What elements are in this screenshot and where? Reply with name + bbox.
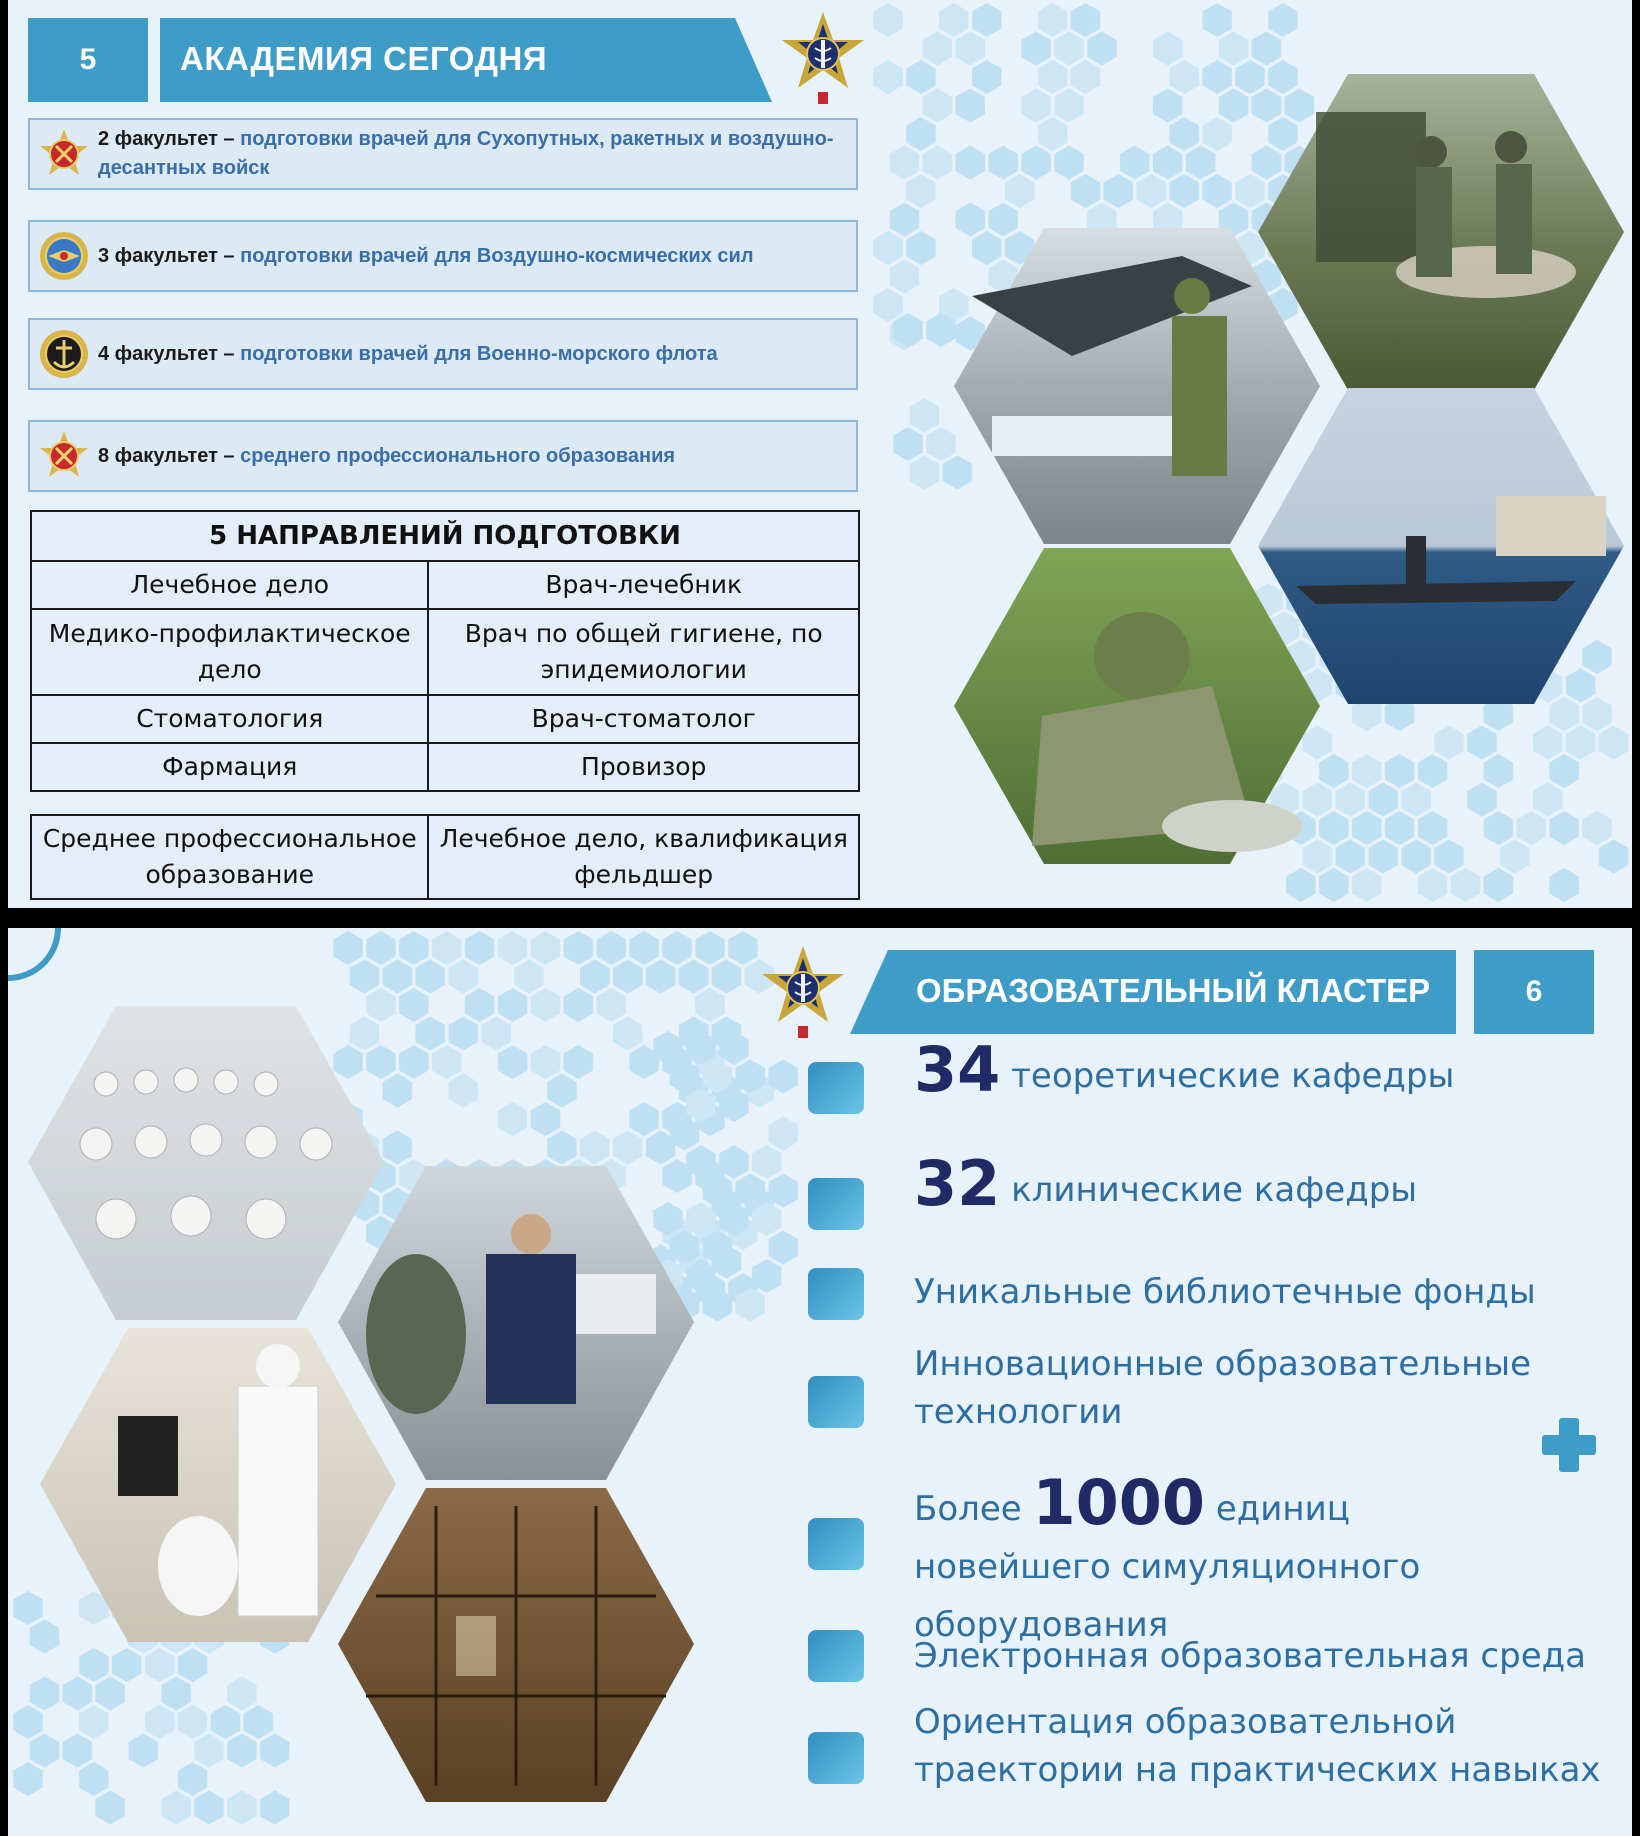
hexagon-decoration — [227, 1791, 256, 1825]
hexagon-decoration — [63, 1677, 93, 1711]
hexagon-decoration — [1071, 60, 1101, 94]
bullet-square-icon — [808, 1268, 864, 1320]
table-cell-qualification: Врач-стоматолог — [428, 695, 859, 743]
faculty-8-description: среднего профессионального образования — [240, 444, 676, 467]
academy-emblem-icon — [778, 10, 868, 106]
hexagon-decoration — [416, 960, 446, 994]
hexagon-decoration — [1566, 726, 1596, 760]
hexagon-decoration — [260, 1734, 289, 1768]
hexagon-decoration — [580, 1131, 609, 1165]
hexagon-decoration — [956, 32, 986, 66]
hexagon-decoration — [989, 146, 1018, 180]
table-cell-qualification: Провизор — [428, 743, 859, 791]
faculty-2-description: подготовки врачей для Сухопутных, ракетных и воздушно-десантных войск — [98, 128, 834, 179]
hexagon-decoration — [399, 988, 428, 1022]
hexagon-decoration — [129, 1734, 158, 1768]
hexagon-decoration — [1385, 811, 1415, 845]
hexagon-decoration — [1005, 174, 1035, 208]
hexagon-decoration — [1021, 89, 1050, 123]
hexagon-decoration — [1484, 754, 1514, 788]
faculty-3-card: 3 факультет – подготовки врачей для Воздушно-космических сил — [28, 220, 858, 292]
bullet-square-icon — [808, 1062, 864, 1114]
faculty-8-name: 8 факультет — [98, 444, 218, 467]
list-item: Электронная образовательная среда — [914, 1636, 1586, 1676]
hexagon-decoration — [923, 89, 953, 123]
hexagon-decoration — [531, 1102, 561, 1136]
hexagon-decoration — [1484, 868, 1514, 902]
hexagon-decoration — [1401, 783, 1430, 817]
hexagon-decoration — [333, 931, 362, 965]
hexagon-decoration — [1369, 783, 1398, 817]
hexagon-decoration — [1582, 811, 1611, 845]
hexagon-decoration — [956, 89, 986, 123]
faculty-3-name: 3 факультет — [98, 244, 218, 267]
hexagon-decoration — [564, 931, 594, 965]
hexagon-decoration — [752, 1145, 781, 1179]
plus-icon — [1542, 1418, 1596, 1472]
hexagon-decoration — [449, 1017, 478, 1051]
hexagon-decoration — [350, 960, 380, 994]
table-cell-specialty: Лечебное дело — [31, 561, 428, 609]
hexagon-decoration — [1170, 174, 1199, 208]
hexagon-decoration — [1369, 840, 1398, 874]
hexagon-decoration — [547, 1074, 576, 1108]
hexagon-decoration — [1268, 3, 1297, 37]
hexagon-decoration — [1153, 146, 1182, 180]
hexagon-decoration — [1434, 726, 1463, 760]
hexagon-decoration — [1252, 32, 1282, 66]
hexagon-decoration — [1319, 868, 1348, 902]
hexagon-decoration — [712, 960, 742, 994]
hexagon-decoration — [1054, 32, 1083, 66]
hexagon-decoration — [449, 960, 478, 994]
table-cell-qualification: Врач по общей гигиене, по эпидемиологии — [428, 609, 859, 695]
table-cell-qualification: Врач-лечебник — [428, 561, 859, 609]
hexagon-decoration — [79, 1762, 108, 1796]
directions-table — [30, 510, 860, 792]
hexagon-decoration — [383, 1074, 413, 1108]
hexagon-decoration — [465, 988, 495, 1022]
hexagon-decoration — [1418, 811, 1448, 845]
bullet-square-icon — [808, 1518, 864, 1570]
hexagon-decoration — [662, 931, 691, 965]
hexagon-decoration — [613, 960, 642, 994]
hexagon-decoration — [646, 960, 676, 994]
faculty-2-card: 2 факультет – подготовки врачей для Сухопутных, ракетных и воздушно-десантных войск — [28, 118, 858, 190]
table-cell-specialty: Медико-профилактическое дело — [31, 609, 428, 695]
hexagon-decoration — [613, 1131, 642, 1165]
hexagon-decoration — [1021, 146, 1050, 180]
hexagon-decoration — [890, 203, 920, 237]
hexagon-decoration — [613, 1017, 642, 1051]
hexagon-decoration — [194, 1791, 223, 1825]
hexagon-decoration — [1352, 811, 1381, 845]
slide-number: 5 — [28, 18, 148, 102]
hexagon-decoration — [481, 1017, 510, 1051]
hexagon-decoration — [1550, 868, 1579, 902]
slide-title: ОБРАЗОВАТЕЛЬНЫЙ КЛАСТЕР — [916, 972, 1431, 1009]
faculty-2-emblem-icon — [38, 128, 90, 180]
hexagon-decoration — [695, 988, 724, 1022]
hexagon-decoration — [416, 1017, 446, 1051]
faculty-2-name: 2 факультет — [98, 128, 218, 150]
hexagon-decoration — [923, 146, 953, 180]
hexagon-decoration — [1038, 117, 1068, 151]
hexagon-decoration — [161, 1791, 190, 1825]
slide-title: АКАДЕМИЯ СЕГОДНЯ — [180, 40, 548, 77]
hexagon-decoration — [1120, 146, 1149, 180]
hexagon-decoration — [30, 1734, 60, 1768]
hexagon-decoration — [769, 1117, 798, 1151]
hexagon-decoration — [1550, 811, 1579, 845]
hexagon-decoration — [432, 931, 461, 965]
hexagon-decoration — [465, 931, 495, 965]
hexagon-decoration — [1104, 174, 1134, 208]
hexagon-decoration — [1071, 174, 1101, 208]
hexagon-decoration — [1467, 726, 1496, 760]
faculty-4-card: 4 факультет – подготовки врачей для Военно-морского флота — [28, 318, 858, 390]
hexagon-decoration — [1434, 840, 1463, 874]
hexagon-decoration — [1202, 174, 1231, 208]
hexagon-decoration — [873, 288, 902, 322]
hexagon-decoration — [906, 117, 935, 151]
hexagon-decoration — [1467, 783, 1496, 817]
hexagon-decoration — [366, 931, 395, 965]
hexagon-decoration — [514, 960, 543, 994]
slide-educational-cluster — [8, 928, 1632, 1836]
photo-library-interior — [336, 1486, 696, 1804]
faculty-8-card: 8 факультет – среднего профессионального образования — [28, 420, 858, 492]
hexagon-decoration — [1319, 754, 1348, 788]
hexagon-decoration — [1500, 840, 1529, 874]
hexagon-decoration — [96, 1677, 126, 1711]
hexagon-decoration — [597, 931, 627, 965]
hexagon-decoration — [1550, 754, 1579, 788]
hexagon-decoration — [695, 931, 724, 965]
table-cell-specialty: Стоматология — [31, 695, 428, 743]
hexagon-decoration — [1319, 811, 1348, 845]
hexagon-decoration — [211, 1705, 241, 1739]
hexagon-decoration — [630, 1102, 659, 1136]
hexagon-decoration — [63, 1734, 93, 1768]
bullet-square-icon — [808, 1732, 864, 1784]
list-item: 32 клинические кафедры — [914, 1147, 1418, 1220]
table-cell-qualification: Лечебное дело, квалификация фельдшер — [428, 815, 859, 899]
hexagon-decoration — [145, 1705, 175, 1739]
table-cell-specialty: Среднее профессиональное образование — [31, 815, 428, 899]
hexagon-decoration — [923, 32, 953, 66]
secondary-education-table — [30, 814, 860, 900]
hexagon-decoration — [956, 146, 986, 180]
faculty-4-name: 4 факультет — [98, 342, 218, 365]
directions-header: 5 НАПРАВЛЕНИЙ ПОДГОТОВКИ — [31, 511, 859, 561]
hexagon-decoration — [178, 1648, 208, 1682]
hexagon-decoration — [30, 1677, 60, 1711]
hexagon-decoration — [679, 960, 709, 994]
hexagon-decoration — [893, 427, 922, 461]
hexagon-decoration — [1418, 754, 1448, 788]
hexagon-decoration — [1352, 868, 1381, 902]
hexagon-decoration — [227, 1677, 256, 1711]
hexagon-decoration — [1186, 146, 1216, 180]
hexagon-decoration — [972, 3, 1001, 37]
hexagon-decoration — [1153, 32, 1182, 66]
hexagon-decoration — [1038, 60, 1068, 94]
hexagon-decoration — [399, 1045, 428, 1079]
hexagon-decoration — [1484, 811, 1514, 845]
hexagon-decoration — [178, 1705, 208, 1739]
hexagon-decoration — [1219, 32, 1249, 66]
hexagon-decoration — [873, 231, 902, 265]
hexagon-decoration — [145, 1648, 175, 1682]
hexagon-decoration — [79, 1705, 108, 1739]
hexagon-decoration — [1336, 783, 1366, 817]
hexagon-decoration — [96, 1791, 126, 1825]
list-item: 34 теоретические кафедры — [914, 1033, 1455, 1106]
list-item: Ориентация образовательной траектории на практических навыках — [914, 1702, 1601, 1790]
list-item: Более 1000 единиц новейшего симуляционного оборудования — [914, 1466, 1421, 1645]
hexagon-decoration — [728, 931, 757, 965]
hexagon-decoration — [1219, 89, 1249, 123]
hexagon-decoration — [769, 1231, 798, 1265]
hexagon-decoration — [1352, 754, 1381, 788]
hexagon-decoration — [564, 988, 594, 1022]
hexagon-decoration — [399, 931, 428, 965]
hexagon-decoration — [498, 988, 528, 1022]
faculty-8-emblem-icon — [38, 430, 90, 482]
hexagon-decoration — [13, 1762, 42, 1796]
faculty-3-description: подготовки врачей для Воздушно-космических сил — [240, 244, 754, 267]
hexagon-decoration — [906, 174, 935, 208]
hexagon-decoration — [383, 1131, 413, 1165]
faculty-3-emblem-icon — [38, 230, 90, 282]
hexagon-decoration — [1071, 3, 1101, 37]
hexagon-decoration — [531, 931, 561, 965]
photo-field-first-aid — [952, 546, 1322, 866]
hexagon-decoration — [531, 988, 561, 1022]
slide-number: 6 — [1474, 950, 1594, 1034]
hexagon-decoration — [1202, 60, 1231, 94]
hexagon-decoration — [1599, 726, 1629, 760]
corner-arc-decoration — [8, 928, 78, 988]
table-cell-specialty: Фармация — [31, 743, 428, 791]
hexagon-decoration — [873, 3, 902, 37]
hexagon-decoration — [1533, 726, 1562, 760]
bullet-square-icon — [808, 1630, 864, 1682]
faculty-4-description: подготовки врачей для Военно-морского флота — [240, 342, 718, 365]
hexagon-decoration — [383, 960, 413, 994]
hexagon-decoration — [449, 1074, 478, 1108]
hexagon-decoration — [1137, 174, 1167, 208]
hexagon-decoration — [432, 1045, 461, 1079]
academy-emblem-icon — [758, 944, 848, 1040]
hexagon-decoration — [890, 260, 920, 294]
hexagon-decoration — [1451, 868, 1481, 902]
hexagon-decoration — [1202, 3, 1231, 37]
hexagon-decoration — [630, 931, 659, 965]
hexagon-decoration — [260, 1791, 289, 1825]
hexagon-decoration — [910, 399, 940, 433]
hexagon-decoration — [1153, 89, 1182, 123]
bullet-square-icon — [808, 1376, 864, 1428]
hexagon-decoration — [194, 1734, 223, 1768]
hexagon-decoration — [1599, 840, 1629, 874]
slide-academy-today — [8, 0, 1632, 908]
hexagon-decoration — [1401, 840, 1430, 874]
hexagon-decoration — [1170, 117, 1199, 151]
hexagon-decoration — [910, 456, 940, 490]
hexagon-decoration — [939, 3, 968, 37]
hexagon-decoration — [1385, 754, 1415, 788]
hexagon-decoration — [564, 1045, 594, 1079]
hexagon-decoration — [79, 1648, 108, 1682]
hexagon-decoration — [1021, 32, 1050, 66]
hexagon-decoration — [1170, 60, 1199, 94]
hexagon-decoration — [498, 1102, 528, 1136]
hexagon-decoration — [1418, 868, 1448, 902]
hexagon-decoration — [547, 1131, 576, 1165]
hexagon-decoration — [1054, 89, 1083, 123]
hexagon-decoration — [227, 1734, 256, 1768]
hexagon-decoration — [161, 1677, 190, 1711]
hexagon-decoration — [1517, 811, 1547, 845]
list-item: Инновационные образовательные технологии — [914, 1344, 1532, 1432]
photo-lecture-hall-cadets — [26, 1004, 386, 1322]
hexagon-decoration — [580, 960, 609, 994]
hexagon-decoration — [890, 146, 920, 180]
bullet-square-icon — [808, 1178, 864, 1230]
list-item: Уникальные библиотечные фонды — [914, 1272, 1536, 1312]
hexagon-decoration — [1038, 3, 1068, 37]
hexagon-decoration — [873, 60, 902, 94]
hexagon-decoration — [178, 1762, 208, 1796]
hexagon-decoration — [972, 60, 1001, 94]
hexagon-decoration — [1336, 840, 1366, 874]
hexagon-decoration — [906, 231, 935, 265]
hexagon-decoration — [1533, 783, 1562, 817]
hexagon-decoration — [498, 1045, 528, 1079]
hexagon-decoration — [597, 988, 627, 1022]
hexagon-decoration — [531, 1045, 561, 1079]
hexagon-decoration — [906, 60, 935, 94]
hexagon-decoration — [1054, 146, 1083, 180]
hexagon-decoration — [13, 1705, 42, 1739]
hexagon-decoration — [244, 1705, 274, 1739]
hexagon-decoration — [498, 931, 528, 965]
hexagon-decoration — [1286, 868, 1315, 902]
hexagon-decoration — [112, 1648, 141, 1682]
faculty-4-emblem-icon — [38, 328, 90, 380]
hexagon-decoration — [1087, 32, 1116, 66]
hexagon-decoration — [1202, 117, 1231, 151]
